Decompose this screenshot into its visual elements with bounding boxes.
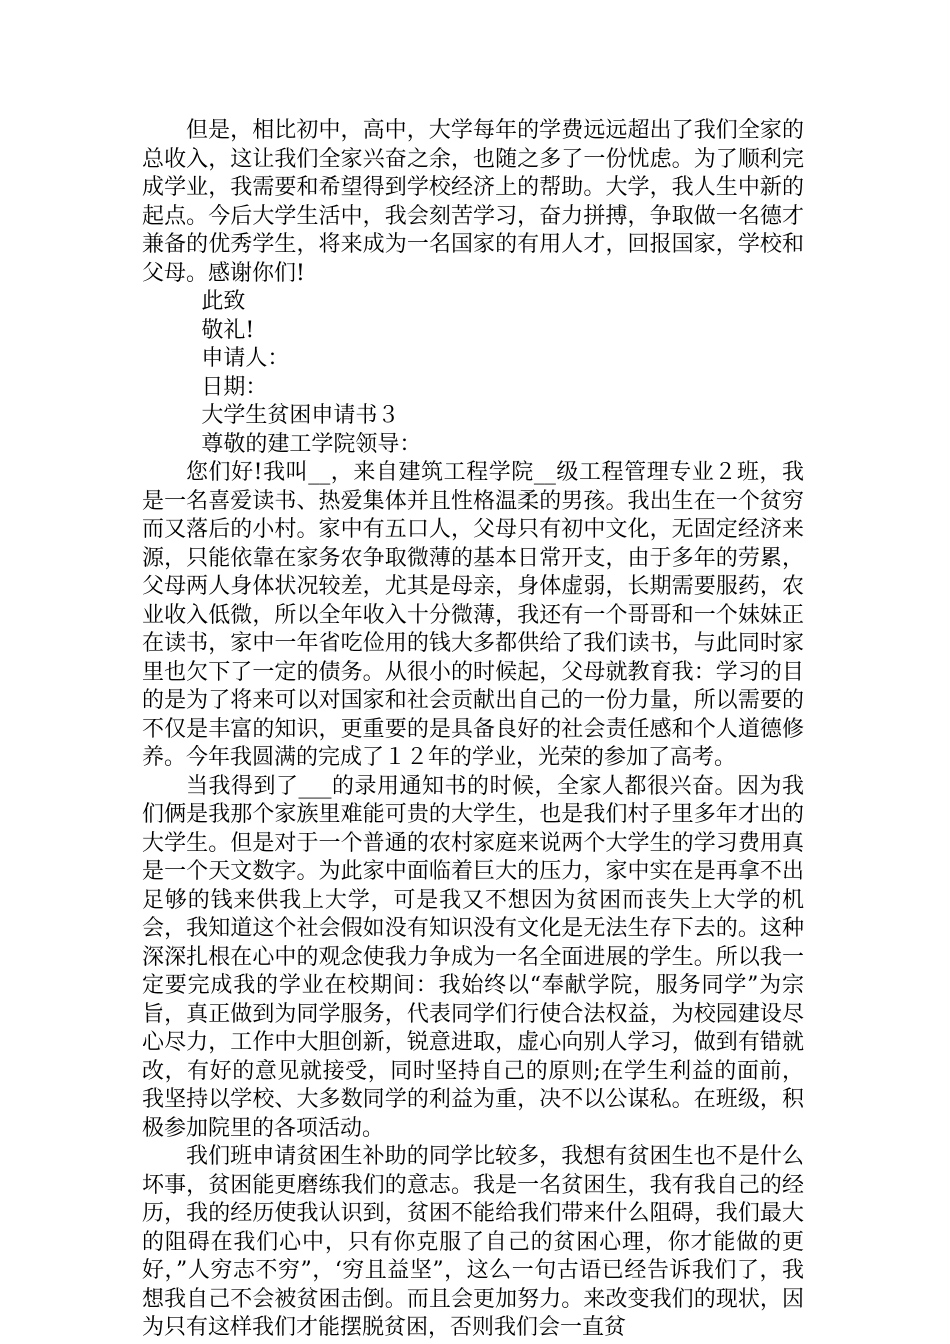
greeting-line: 尊敬的建工学院领导： (201, 431, 422, 457)
date-label: 日期： (201, 374, 268, 400)
closing-regards: 敬礼! (201, 317, 255, 343)
document-page (142, 117, 804, 1343)
paragraph-poverty-reflection: 我们班申请贫困生补助的同学比较多，我想有贫困生也不是什么坏事，贫困能更磨练我们的意志。我是一名贫困生，我有我自己的经历，我的经历使我认识到，贫困不能给我们带来什么阻碍，我们最大的阻碍在我们心中，只有你克服了自己的贫困心理，你才能做的更好，”人穷志不穷”，‘穷且益坚”，这么一句古语已经告诉我们了，我想我自己不会被贫困击倒。而且会更加努力。来改变我们的现状，因为只有这样我们才能摆脱贫困，否则我们会一直贫 (142, 1144, 804, 1340)
applicant-label: 申请人： (201, 346, 290, 371)
closing-salutation: 此致 (201, 289, 246, 314)
paragraph-admission: 当我得到了___的录用通知书的时候，全家人都很兴奋。因为我们俩是我那个家族里难能可贵的大学生，也是我们村子里多年才出的大学生。但是对于一个普通的农村家庭来说两个大学生的学习费用真是一个天文数字。为此家中面临着巨大的压力，家中实在是再拿不出足够的钱来供我上大学，可是我又不想因为贫困而丧失上大学的机会，我知道这个社会假如没有知识没有文化是无法生存下去的。这种深深扎根在心中的观念使我力争成为一名全面进展的学生。所以我一定要完成我的学业在校期间：我始终以“奉献学院，服务同学”为宗旨，真正做到为同学服务，代表同学们行使合法权益，为校园建设尽心尽力，工作中大胆创新，锐意进取，虚心向别人学习，做到有错就改，有好的意见就接受，同时坚持自己的原则;在学生利益的面前，我坚持以学校、大多数同学的利益为重，决不以公谋私。在班级，积极参加院里的各项活动。 (142, 773, 804, 1141)
paragraph-introduction: 您们好!我叫__，来自建筑工程学院__级工程管理专业２班，我是一名喜爱读书、热爱集体并且性格温柔的男孩。我出生在一个贫穷而又落后的小村。家中有五口人，父母只有初中文化，无固定经济来源，只能依靠在家务农争取微薄的基本日常开支，由于多年的劳累，父母两人身体状况较差，尤其是母亲，身体虚弱，长期需要服药，农业收入低微，所以全年收入十分微薄，我还有一个哥哥和一个妹妹正在读书，家中一年省吃俭用的钱大多都供给了我们读书，与此同时家里也欠下了一定的债务。从很小的时候起，父母就教育我：学习的目的是为了将来可以对国家和社会贡献出自己的一份力量，所以需要的不仅是丰富的知识，更重要的是具备良好的社会责任感和个人道德修养。今年我圆满的完成了１２年的学业，光荣的参加了高考。 (142, 460, 804, 770)
paragraph-tuition-concern: 但是，相比初中，高中，大学每年的学费远远超出了我们全家的总收入，这让我们全家兴奋之余，也随之多了一份忧虑。为了顺利完成学业，我需要和希望得到学校经济上的帮助。大学，我人生中新的起点。今后大学生活中，我会刻苦学习，奋力拼搏，争取做一名德才兼备的优秀学生，将来成为一名国家的有用人才，回报国家，学校和父母。感谢你们! (142, 118, 804, 286)
section-title: 大学生贫困申请书３ (201, 403, 400, 428)
